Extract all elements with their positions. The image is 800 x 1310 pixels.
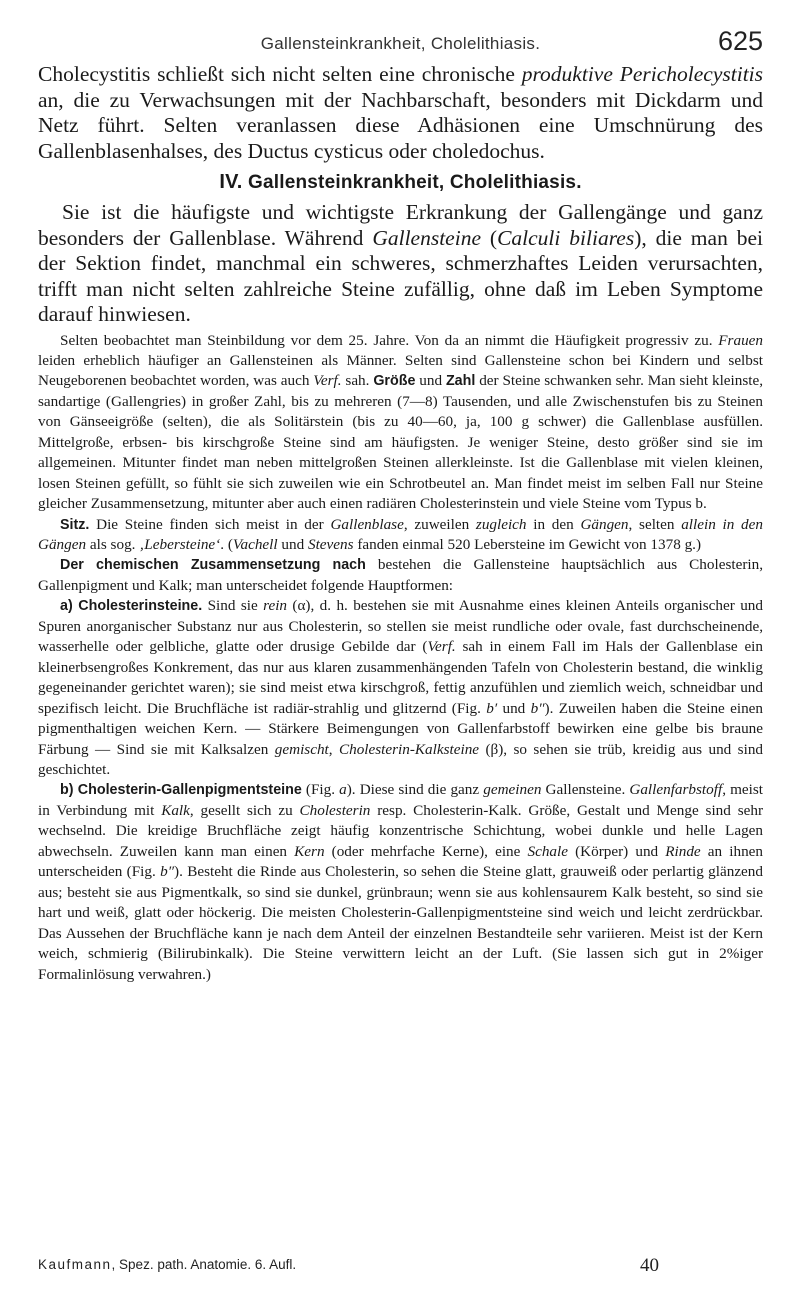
paragraph-cholesterin: a) Cholesterinsteine. Sind sie rein (α), d. h. bestehen sie mit Ausnahme eines kleinen Anteils organischer und Spuren anorganischer Substanz nur aus Cholesterin, so stellen sie meist rundliche oder ovale, fast durchscheinende, wasserhelle oder gelbliche, glatte oder drusige Gebilde dar (Verf. sah in einem Fall im Hals der Gallenblase ein kleinerbsengroßes Konkrement, das nur aus klaren zusammenhängenden Tafeln von Cholesterin bestand, die winklig gegeneinander gerichtet waren); sie sind meist etwa kirschgroß, fettig anzufühlen und ziemlich weich, schneidbar und spezifisch leicht. Die Bruchfläche ist radiär-strahlig und glitzernd (Fig. b′ und b″). Zuweilen haben die Steine einen pigmenthaltigen weichen Kern. — Stärkere Beimengungen von Gallenfarbstoff bewirken eine gelbe bis braune Färbung — Sind sie mit Kalksalzen gemischt, Cholesterin-Kalksteine (β), so sehen sie trüb, kreidig aus und sind geschichtet. (38, 597, 764, 779)
page-footer (38, 1255, 763, 1275)
running-title: Gallensteinkrankheit, Cholelithiasis. (260, 34, 541, 53)
paragraph-label: Sitz. (60, 516, 90, 533)
paragraph-pericholecystitis: Cholecystitis schließt sich nicht selten eine chronische produktive Pericholecystitis an, die zu Verwachsungen mit der Nachbarschaft, besonders mit Dickdarm und Netz führt. Selten veranlassen diese Adhäsionen eine Umschnürung des Gallenblasenhalses, des Ductus cysticus oder choledochus. (38, 62, 764, 163)
signature-mark: 40 (640, 1255, 659, 1276)
paragraph-chemistry: Der chemischen Zusammensetzung nach bestehen die Gallensteine hauptsächlich aus Cholesterin, Gallenpigment und Kalk; man unterscheidet folgende Hauptformen: (38, 556, 763, 594)
page-number: 625 (717, 26, 763, 56)
author-name: Kaufmann (38, 1257, 112, 1272)
paragraph-frequency: Selten beobachtet man Steinbildung vor dem 25. Jahre. Von da an nimmt die Häufigkeit progressiv zu. Frauen leiden erheblich häufiger an Gallensteinen als Männer. Selten sind Gallensteine schon bei Kindern und selbst Neugeborenen beobachtet worden, was auch Verf. sah. Größe und Zahl der Steine schwanken sehr. Man sieht kleinste, sandartige (Gallengries) in großer Zahl, bis zu mehreren (7—8) Tausenden, und alle Zwischenstufen bis zu Steinen von Gänseeigröße (selten), die als Solitärstein (bis zu 40—60, ja, 100 g schwer) die Gallenblase ausfüllen. Mittelgroße, erbsen- bis kirschgroße Steine sind am häufigsten. Je weniger Steine, desto größer sind sie im allgemeinen. Mitunter findet man neben mittelgroßen Steinen allerkleinste. Ist die Gallenblase mit vielen kleinen, losen Steinen gefüllt, so fühlt sie sich zuweilen wie ein Schrotbeutel an. Man findet meist im selben Fall nur Steine gleicher Zusammensetzung, mitunter aber auch einen radiären Cholesterinstein und viele Steine vom Typus b. (38, 331, 764, 513)
paragraph-sitz: Sitz. Die Steine finden sich meist in der Gallenblase, zuweilen zugleich in den Gängen, selten allein in den Gängen als sog. ‚Lebersteine‘. (Vachell und Stevens fanden einmal 520 Lebersteine im Gewicht von 1378 g.) (38, 515, 763, 554)
paragraph-label: Der chemischen Zusammensetzung nach (60, 557, 366, 574)
paragraph-label: b) Cholesterin-Gallenpigmentsteine (60, 782, 302, 799)
paragraph-intro: Sie ist die häufigste und wichtigste Erkrankung der Gallengänge und ganz besonders der Gallenblase. Während Gallensteine (Calculi biliares), die man bei der Sektion findet, manchmal ein schweres, schmerzhaftes Leiden verursachten, trifft man nicht selten zahlreiche Steine zufällig, ohne daß im Leben Symptome darauf hinwiesen. (38, 200, 763, 326)
section-heading (38, 171, 763, 194)
book-reference (38, 1257, 296, 1272)
paragraph-pigment: b) Cholesterin-Gallenpigmentsteine (Fig. a). Diese sind die ganz gemeinen Gallensteine. Gallenfarbstoff, meist in Verbindung mit Kalk, gesellt sich zu Cholesterin resp. Cholesterin-Kalk. Größe, Gestalt und Menge sind sehr wechselnd. Die kreidige Bruchfläche zeigt häufig konzentrische Schichtung, wobei dunkle und helle Lagen abwechseln. Zuweilen kann man einen Kern (oder mehrfache Kerne), eine Schale (Körper) und Rinde an ihnen unterscheiden (Fig. b″). Besteht die Rinde aus Cholesterin, so sehen die Steine glatt, grauweiß oder perlartig glänzend aus; besteht sie aus Pigmentkalk, so sind sie dunkel, grünbraun; wenn sie aus kohlensaurem Kalk besteht, so sind sie hart und weiß, glatt oder höckerig. Die meisten Cholesterin-Gallenpigmentsteine sind weich und leicht zerdrückbar. Das Aussehen der Bruchfläche kann je nach dem Anteil der einzelnen Bestandteile sehr variieren. Meist ist der Kern weich, schmierig (Bilirubinkalk). Die Steine verwittern leicht an der Luft. (Sie lassen sich gut in 2%iger Formalinlösung verwahren.) (38, 781, 763, 983)
section-title: Gallensteinkrankheit, Cholelithiasis. (242, 172, 582, 193)
section-number: IV. (219, 171, 243, 193)
book-title: , Spez. path. Anatomie. 6. Aufl. (111, 1257, 297, 1272)
paragraph-label: a) Cholesterinsteine. (60, 598, 203, 615)
running-head (38, 0, 763, 62)
